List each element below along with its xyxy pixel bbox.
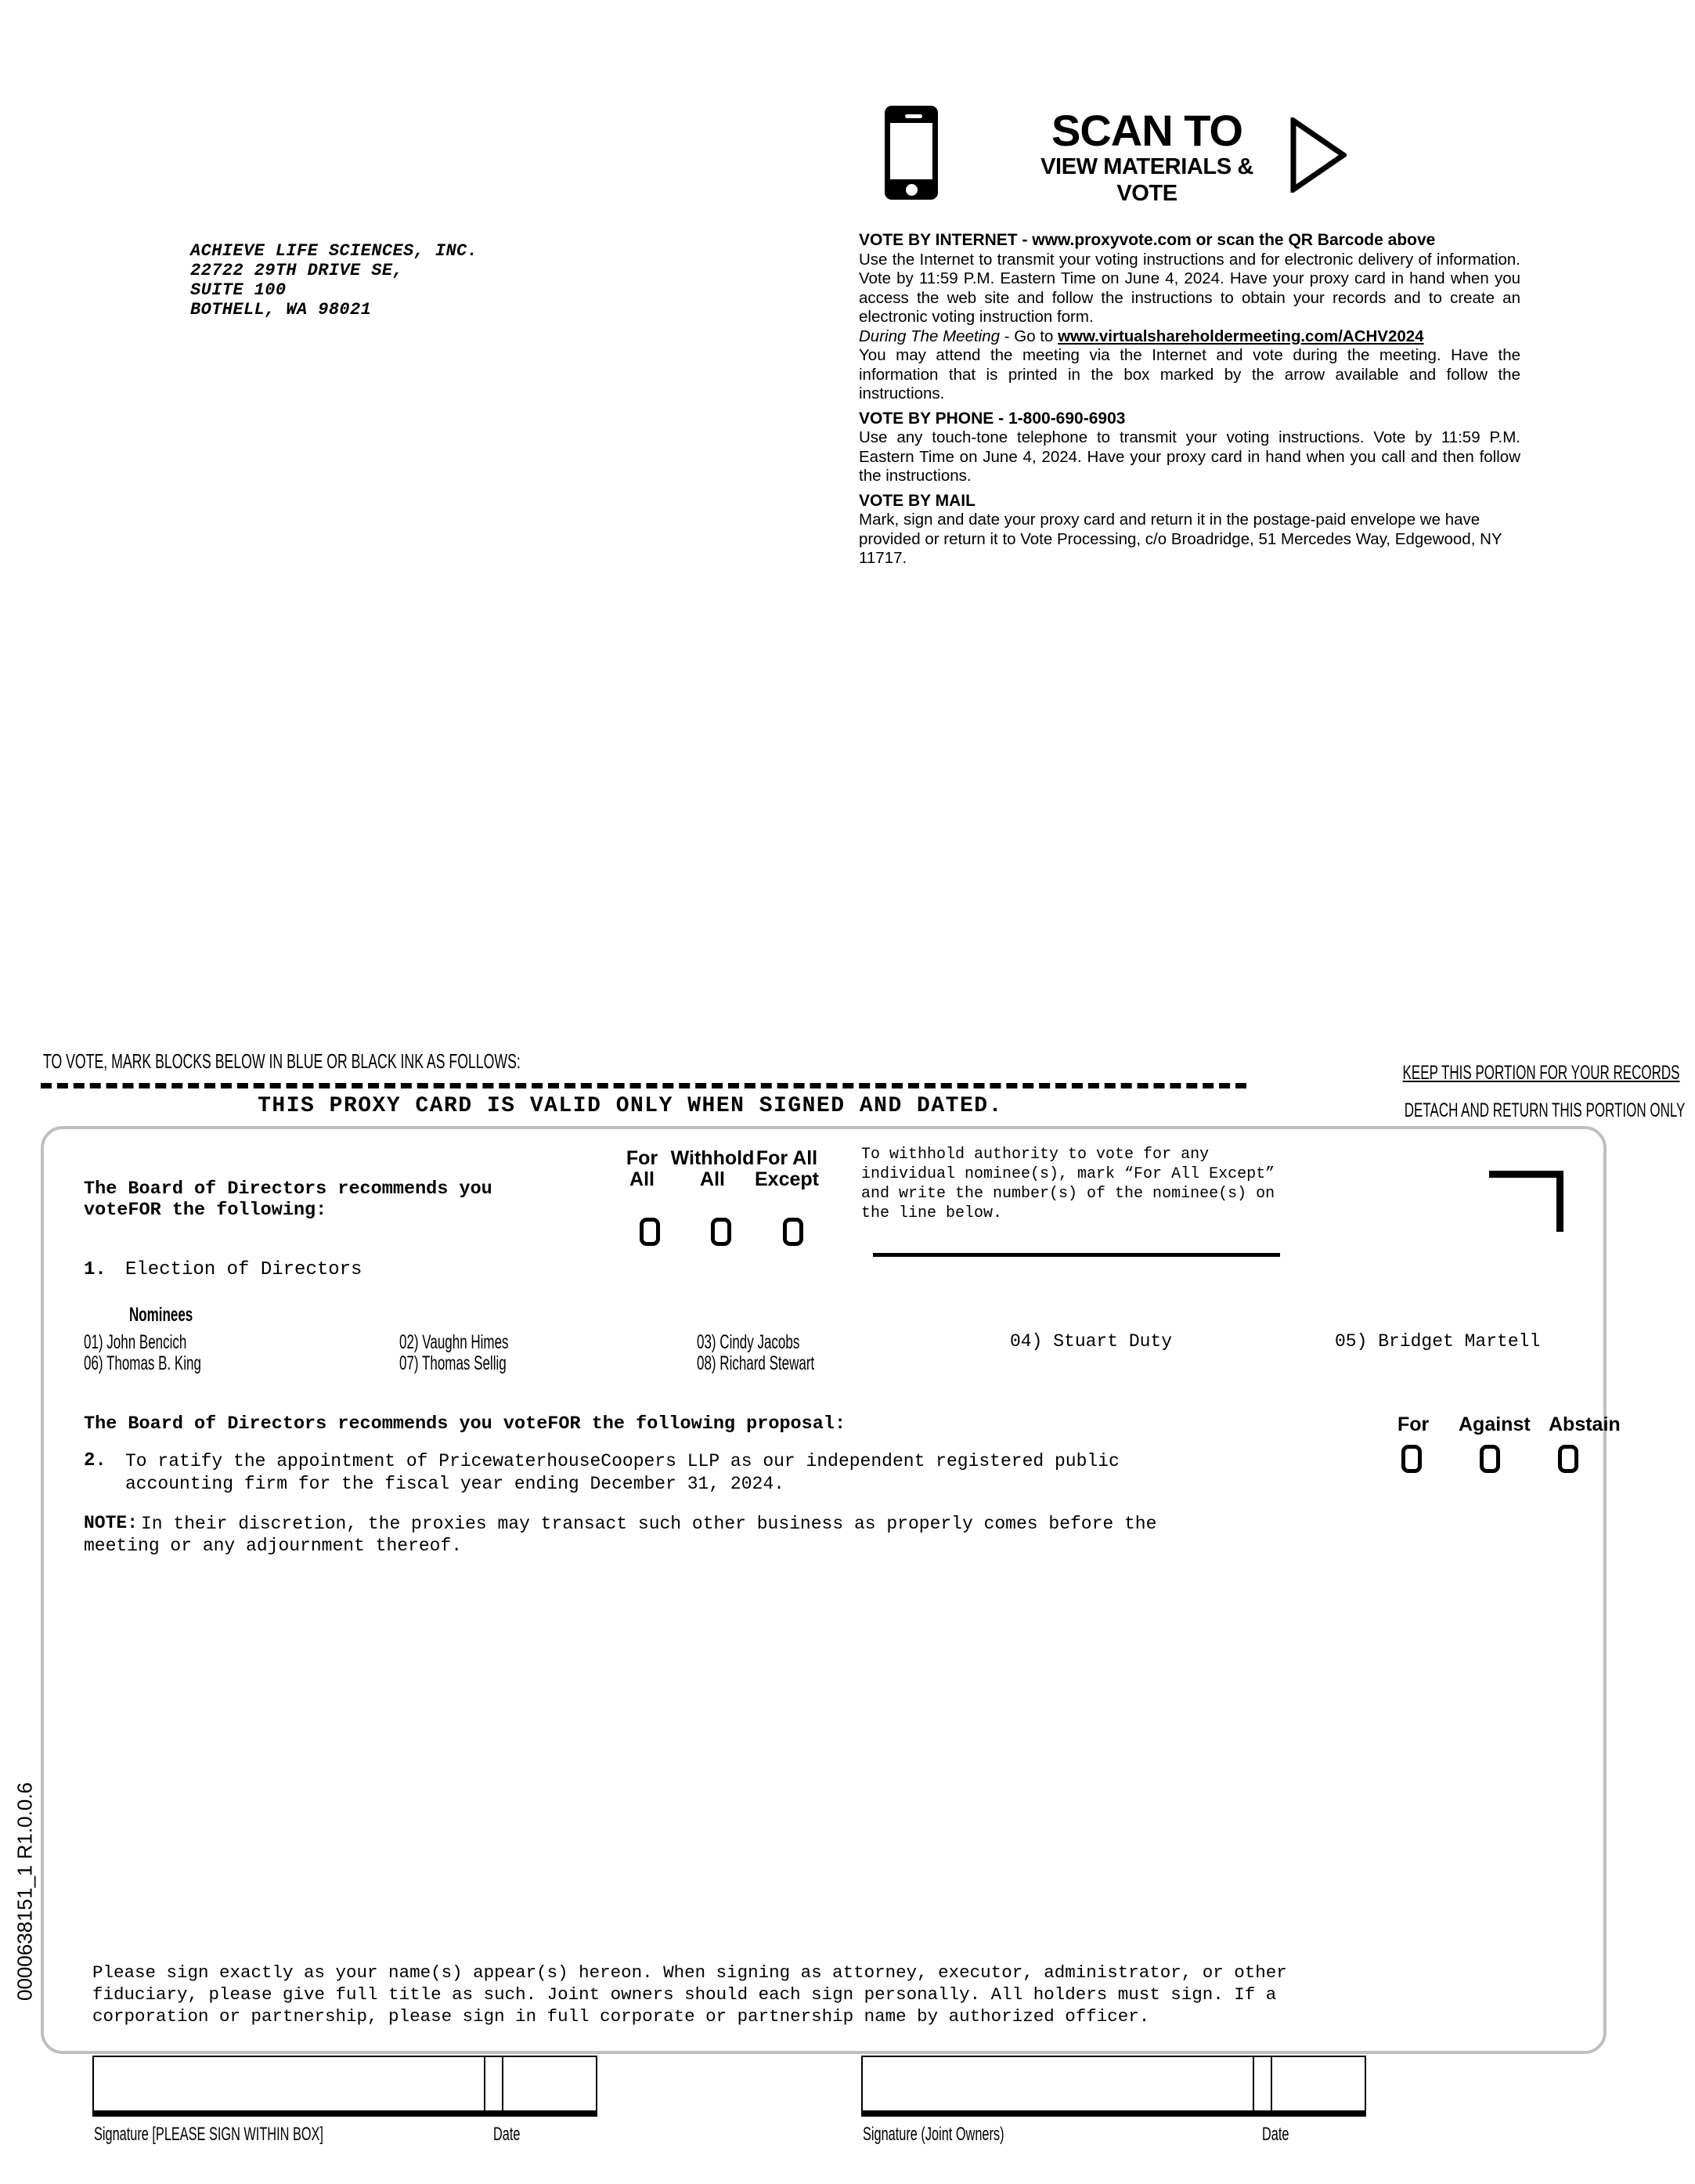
nominee-item: [697, 1331, 848, 1354]
vote-by-internet-heading: VOTE BY INTERNET - www.proxyvote.com or scan the QR Barcode above: [859, 231, 1436, 249]
nominees-label-text: Nominees: [129, 1304, 193, 1326]
column-header-withhold-line2: All: [700, 1168, 725, 1190]
checkbox-for-all-except[interactable]: [783, 1218, 803, 1246]
discretion-note-text: In their discretion, the proxies may transact such other business as properly comes before the meeting or any adjournment thereof.: [84, 1514, 1157, 1556]
date-label-primary: [493, 2124, 533, 2146]
nominee-06-text: 06) Thomas B. King: [84, 1352, 201, 1374]
vote-by-phone-heading: VOTE BY PHONE - 1-800-690-6903: [859, 409, 1126, 428]
discretion-note-label: NOTE:: [84, 1513, 139, 1533]
signature-instructions: Please sign exactly as your name(s) appear(s) hereon. When signing as attorney, executor, administrator, or other fiduciary, please give full title as such. Joint owners should each sign personally. All holders must sign. If a corporation or partnership, please sign in full corporate or partnership name by authorized officer.: [92, 1962, 1287, 2027]
phone-home-button-icon: [906, 184, 918, 196]
nominee-exception-write-in-line[interactable]: [873, 1253, 1280, 1257]
checkbox-proposal-2-for[interactable]: [1401, 1445, 1422, 1473]
date-label-joint: [1262, 2124, 1302, 2146]
nominee-item: [1335, 1331, 1540, 1352]
nominee-07-text: 07) Thomas Sellig: [399, 1352, 507, 1374]
keep-portion-text: KEEP THIS PORTION FOR YOUR RECORDS: [1402, 1062, 1680, 1084]
scan-to-headline: SCAN TO: [1051, 106, 1242, 155]
nominee-02-text: 02) Vaughn Himes: [399, 1331, 509, 1353]
shareholder-address-block: [190, 241, 478, 319]
proposal-2-number: 2.: [84, 1450, 106, 1471]
scan-to-text: [1018, 108, 1276, 207]
during-meeting-body: You may attend the meeting via the Internet and vote during the meeting. Have the information that is printed in the box marked by the arrow available and follow the instructions.: [859, 346, 1520, 403]
mark-blocks-instruction: [43, 1049, 745, 1074]
nominee-item: [1010, 1331, 1172, 1352]
nominee-03-text: 03) Cindy Jacobs: [697, 1331, 800, 1353]
nominee-05-text: 05) Bridget Martell: [1335, 1331, 1541, 1352]
date-label-joint-text: Date: [1262, 2124, 1289, 2145]
scan-to-subheadline: VIEW MATERIALS & VOTE: [1040, 154, 1253, 206]
mobile-phone-icon: [885, 106, 938, 200]
signature-box-joint[interactable]: [861, 2056, 1272, 2117]
proposal-2-text: To ratify the appointment of PricewaterhouseCoopers LLP as our independent registered public accounting firm for the fiscal year ending December 31, 2024.: [125, 1451, 1120, 1494]
column-header-abstain: Abstain: [1549, 1413, 1621, 1435]
nominees-label: [129, 1304, 222, 1327]
vote-by-mail-body: Mark, sign and date your proxy card and return it in the postage-paid envelope we have provided or return it to Vote Processing, c/o Broadridge, 51 Mercedes Way, Edgewood, NY 11717.: [859, 511, 1502, 567]
voting-instructions: [859, 231, 1520, 569]
checkbox-proposal-2-abstain[interactable]: [1558, 1445, 1578, 1473]
address-line-2: 22722 29TH DRIVE SE,: [190, 261, 404, 280]
detach-portion-text: DETACH AND RETURN THIS PORTION ONLY: [1404, 1099, 1686, 1121]
vote-by-internet-body: Use the Internet to transmit your voting instructions and for electronic delivery of information. Vote by 11:59 P.M. Eastern Time on June 4, 2024. Have your proxy card in hand when you access the web site and follow the instructions to obtain your records and to create an electronic voting instruction form.: [859, 250, 1520, 326]
nominee-item: [399, 1352, 557, 1375]
board-recommendation-1: The Board of Directors recommends you voteFOR the following:: [84, 1179, 492, 1221]
signature-label-primary-text: Signature [PLEASE SIGN WITHIN BOX]: [94, 2124, 323, 2145]
nominee-item: [84, 1352, 256, 1375]
nominee-08-text: 08) Richard Stewart: [697, 1352, 815, 1374]
nominee-item: [84, 1331, 235, 1354]
proposal-1-number: 1.: [84, 1259, 106, 1280]
scan-to-vote-banner: [877, 102, 1347, 208]
checkbox-withhold-all[interactable]: [711, 1218, 731, 1246]
signature-label-joint-text: Signature (Joint Owners): [863, 2124, 1004, 2145]
column-header-against: Against: [1459, 1413, 1531, 1435]
virtual-meeting-link[interactable]: www.virtualshareholdermeeting.com/ACHV2024: [1058, 327, 1424, 345]
form-identifier: 0000638151_1 R1.0.0.6: [13, 1781, 37, 2002]
column-header-except-line1: For All: [756, 1147, 818, 1169]
signature-label-primary: [94, 2124, 431, 2146]
phone-speaker-icon: [905, 114, 922, 118]
column-header-for-all-line2: All: [629, 1168, 655, 1190]
address-line-3: SUITE 100: [190, 280, 287, 300]
checkbox-proposal-2-against[interactable]: [1480, 1445, 1500, 1473]
column-header-except-line2: Except: [755, 1168, 819, 1190]
nominee-04-text: 04) Stuart Duty: [1010, 1331, 1173, 1352]
nominee-item: [399, 1331, 560, 1354]
nominee-item: [697, 1352, 870, 1375]
column-header-withhold-line1: Withhold: [670, 1147, 755, 1169]
detach-portion-note: [1272, 1099, 1686, 1122]
during-meeting-label: During The Meeting: [859, 327, 1001, 345]
proxy-validity-statement: THIS PROXY CARD IS VALID ONLY WHEN SIGNED AND DATED.: [258, 1094, 1003, 1118]
column-header-for-all-except: [740, 1148, 834, 1190]
withhold-authority-note: To withhold authority to vote for any individual nominee(s), mark “For All Except” and write the number(s) of the nominee(s) on the line below.: [861, 1146, 1275, 1222]
vote-by-phone-body: Use any touch-tone telephone to transmit your voting instructions. Vote by 11:59 P.M. Eastern Time on June 4, 2024. Have your proxy card in hand when you call and then follow the instructions.: [859, 428, 1520, 485]
column-header-for: For: [1397, 1413, 1430, 1435]
board-recommendation-2: The Board of Directors recommends you voteFOR the following proposal:: [84, 1413, 846, 1435]
signature-box-primary[interactable]: [92, 2056, 503, 2117]
address-line-4: BOTHELL, WA 98021: [190, 300, 372, 319]
date-label-primary-text: Date: [493, 2124, 521, 2145]
registration-corner-bracket: [1489, 1171, 1563, 1232]
mark-blocks-instruction-text: TO VOTE, MARK BLOCKS BELOW IN BLUE OR BLACK INK AS FOLLOWS:: [43, 1049, 521, 1073]
date-box-joint[interactable]: [1253, 2056, 1366, 2117]
during-meeting-goto: - Go to: [1000, 327, 1058, 345]
column-header-for-all-line1: For: [626, 1147, 658, 1169]
nominee-01-text: 01) John Bencich: [84, 1331, 187, 1353]
proposal-1-title: Election of Directors: [125, 1259, 362, 1280]
keep-portion-note: [1272, 1062, 1680, 1085]
vote-by-mail-heading: VOTE BY MAIL: [859, 491, 976, 510]
signature-label-joint: [863, 2124, 1070, 2146]
checkbox-for-all[interactable]: [640, 1218, 660, 1246]
during-meeting-line: [859, 327, 1520, 347]
date-box-primary[interactable]: [484, 2056, 597, 2117]
detach-dashed-line: [41, 1083, 1246, 1088]
address-line-1: ACHIEVE LIFE SCIENCES, INC.: [190, 241, 478, 261]
